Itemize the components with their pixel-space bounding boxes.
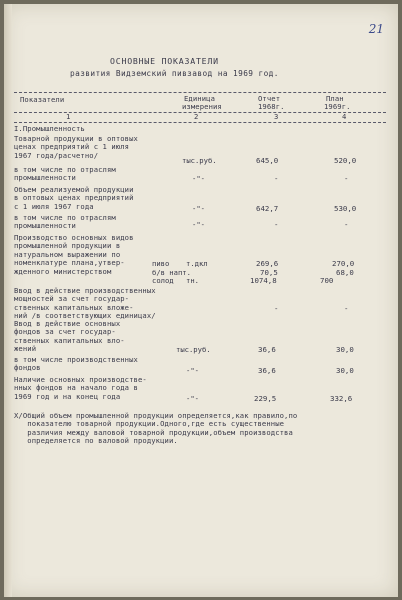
header-index-2: 2 xyxy=(194,112,199,121)
row-plan-value: 530,0 xyxy=(334,204,357,213)
row-plan-value: 30,0 xyxy=(336,345,354,354)
header-unit-line2: измерения xyxy=(182,102,222,111)
row-unit: -"- xyxy=(192,204,205,213)
row-report-value: - xyxy=(274,174,279,183)
row-unit: -"- xyxy=(192,174,205,183)
row-report-value: - xyxy=(274,220,279,229)
item-plan-value: 68,0 xyxy=(336,268,354,277)
header-plan-line1: План xyxy=(326,94,344,103)
header-index-4: 4 xyxy=(342,112,347,121)
section-title: I.Промышленность xyxy=(14,124,85,133)
footnote: Х/Общий объем промышленной продукции определяется,как правило,по показателю товарной продукции.Одного,где есть существенные различия между валовой товарной продукции,объем производства определяется по валовой продукции. xyxy=(14,411,298,446)
row-label: Наличие основных производстве- нных фондов на начало года в 1969 год и на конец года xyxy=(14,375,147,401)
document-title: ОСНОВНЫЕ ПОКАЗАТЕЛИ xyxy=(110,56,219,66)
document-sheet xyxy=(4,4,398,597)
header-report-line2: 1968г. xyxy=(258,102,285,111)
row-report-value: 645,0 xyxy=(256,156,279,165)
header-indicators: Показатели xyxy=(20,95,65,104)
row-plan-value: 332,6 xyxy=(330,394,353,403)
item-plan-value: 700 xyxy=(320,276,334,285)
row-label: Объем реализуемой продукции в оптовых ценах предприятий с 1 июля 1967 года xyxy=(14,185,134,211)
row-plan-value: - xyxy=(344,174,349,183)
header-index-1: 1 xyxy=(66,112,71,121)
header-report-line1: Отчет xyxy=(258,94,281,103)
row-report-value: - xyxy=(274,304,279,313)
row-label: в том числе по отраслям промышленности xyxy=(14,213,116,231)
row-label: Ввод в действие основных фондов за счет государ- ственных капитальных вло- жений xyxy=(14,319,125,354)
page-number: 21 xyxy=(368,22,384,36)
item-name: солод xyxy=(152,276,174,285)
row-label: Ввод в действие производственных мощностей за счет государ- ственных капитальных вложе- ний /в соответствующих единицах/ xyxy=(14,286,156,321)
row-unit: -"- xyxy=(186,366,199,375)
item-unit: т.дкл xyxy=(186,259,208,268)
row-report-value: 229,5 xyxy=(254,394,277,403)
header-index-3: 3 xyxy=(274,112,279,121)
row-plan-value: 520,0 xyxy=(334,156,357,165)
row-unit: -"- xyxy=(192,220,205,229)
document-subtitle: развития Видземский пивзавод на 1969 год. xyxy=(70,69,279,78)
row-unit: тыс.руб. xyxy=(176,345,211,354)
row-report-value: 36,6 xyxy=(258,366,276,375)
table-top-rule xyxy=(14,92,386,93)
item-name: пиво xyxy=(152,259,170,268)
row-plan-value: 30,0 xyxy=(336,366,354,375)
row-report-value: 36,6 xyxy=(258,345,276,354)
header-bottom-rule xyxy=(14,122,386,123)
row-report-value: 642,7 xyxy=(256,204,279,213)
row-label: Товарной продукции в оптовых ценах предприятий с 1 июля 1967 года/расчетно/ xyxy=(14,134,138,160)
row-unit: -"- xyxy=(186,394,199,403)
item-report-value: 269,6 xyxy=(256,259,279,268)
item-report-value: 1074,8 xyxy=(250,276,277,285)
item-name: б/в напт. xyxy=(152,268,191,277)
header-unit-line1: Единица xyxy=(184,94,215,103)
row-plan-value: - xyxy=(344,304,349,313)
binding-edge xyxy=(4,4,12,597)
item-unit: тн. xyxy=(186,276,199,285)
item-report-value: 70,5 xyxy=(260,268,278,277)
row-label: в том числе по отраслям промышленности xyxy=(14,165,116,183)
item-plan-value: 270,0 xyxy=(332,259,355,268)
row-label: в том числе производственных фондов xyxy=(14,355,138,373)
row-plan-value: - xyxy=(344,220,349,229)
row-unit: тыс.руб. xyxy=(182,156,217,165)
header-plan-line2: 1969г. xyxy=(324,102,351,111)
row-label: Производство основных видов промышленной продукции в натуральном выражении по номенклатуре плана,утвер- жденного министерством xyxy=(14,233,134,276)
